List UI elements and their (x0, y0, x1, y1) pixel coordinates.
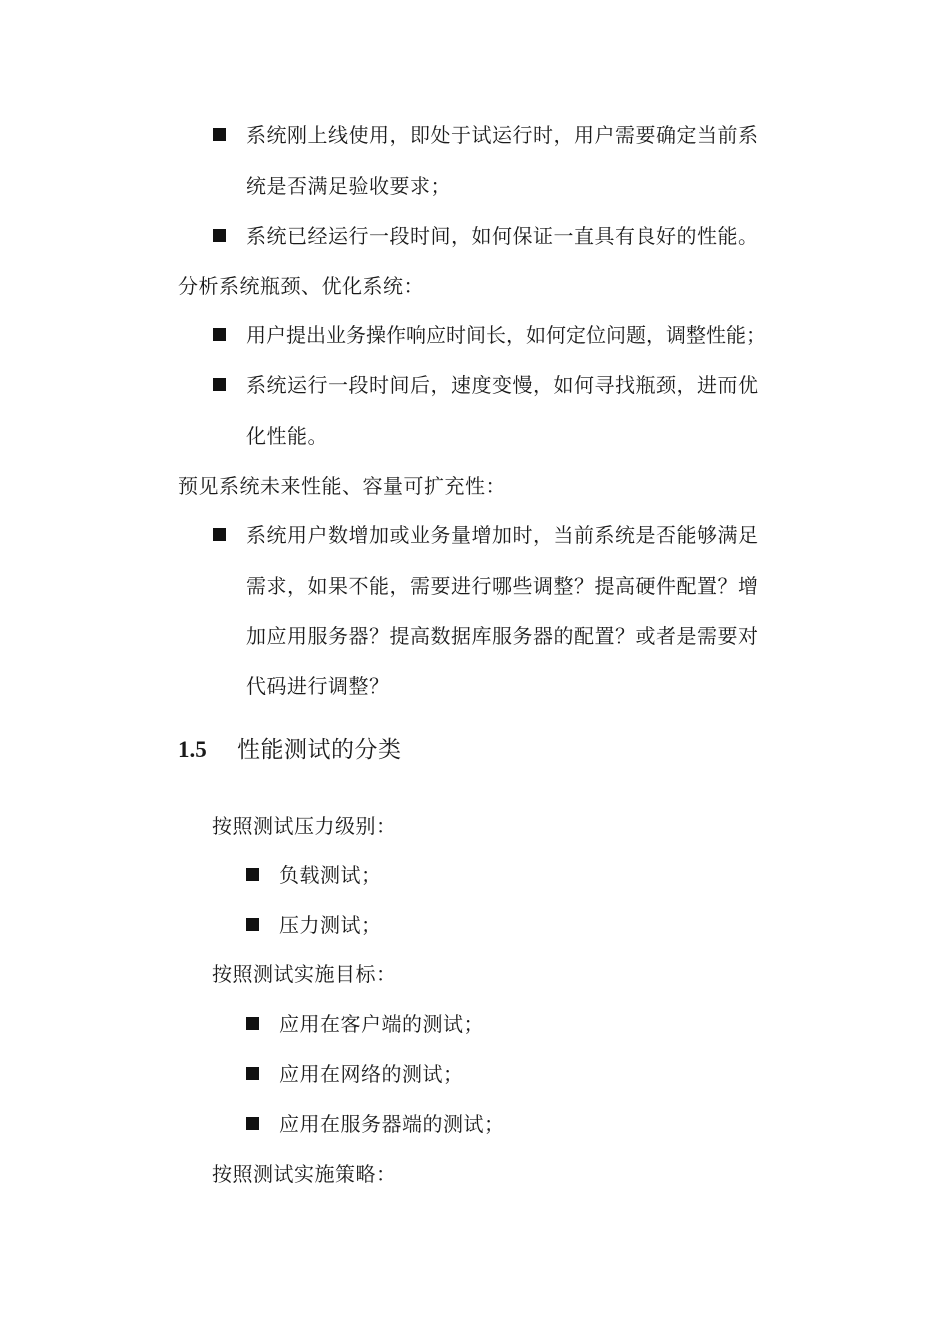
bullet-marker-icon (246, 918, 259, 931)
section-title: 性能测试的分类 (237, 737, 402, 763)
paragraph-line: 系统刚上线使用，即处于试运行时，用户需要确定当前系 (246, 123, 759, 147)
paragraph-line: 统是否满足验收要求； (246, 174, 451, 198)
bullet-marker-icon (213, 229, 226, 242)
category-intro: 按照测试实施目标： (212, 962, 397, 986)
list-item: 应用在客户端的测试； (279, 1012, 484, 1036)
bullet-marker-icon (213, 378, 226, 391)
bullet-marker-icon (246, 1067, 259, 1080)
list-item: 负载测试； (279, 863, 382, 887)
category-intro: 按照测试压力级别： (212, 814, 397, 838)
bullet-marker-icon (246, 1017, 259, 1030)
bullet-marker-icon (246, 1117, 259, 1130)
bullet-marker-icon (246, 868, 259, 881)
paragraph-line: 系统用户数增加或业务量增加时，当前系统是否能够满足 (246, 523, 759, 547)
section-number: 1.5 (178, 737, 207, 762)
list-item: 应用在网络的测试； (279, 1062, 464, 1086)
paragraph-line: 代码进行调整？ (246, 674, 390, 698)
bullet-marker-icon (213, 528, 226, 541)
paragraph-line: 系统已经运行一段时间，如何保证一直具有良好的性能。 (246, 224, 759, 248)
bullet-marker-icon (213, 128, 226, 141)
list-item: 应用在服务器端的测试； (279, 1112, 505, 1136)
section-intro: 分析系统瓶颈、优化系统： (178, 274, 424, 298)
category-intro: 按照测试实施策略： (212, 1162, 397, 1186)
paragraph-line: 化性能。 (246, 424, 328, 448)
paragraph-line: 加应用服务器？提高数据库服务器的配置？或者是需要对 (246, 624, 759, 648)
section-intro: 预见系统未来性能、容量可扩充性： (178, 474, 506, 498)
list-item: 压力测试； (279, 913, 382, 937)
paragraph-line: 需求，如果不能，需要进行哪些调整？提高硬件配置？增 (246, 574, 759, 598)
bullet-marker-icon (213, 328, 226, 341)
paragraph-line: 系统运行一段时间后，速度变慢，如何寻找瓶颈，进而优 (246, 373, 759, 397)
paragraph-line: 用户提出业务操作响应时间长，如何定位问题，调整性能； (246, 323, 766, 347)
